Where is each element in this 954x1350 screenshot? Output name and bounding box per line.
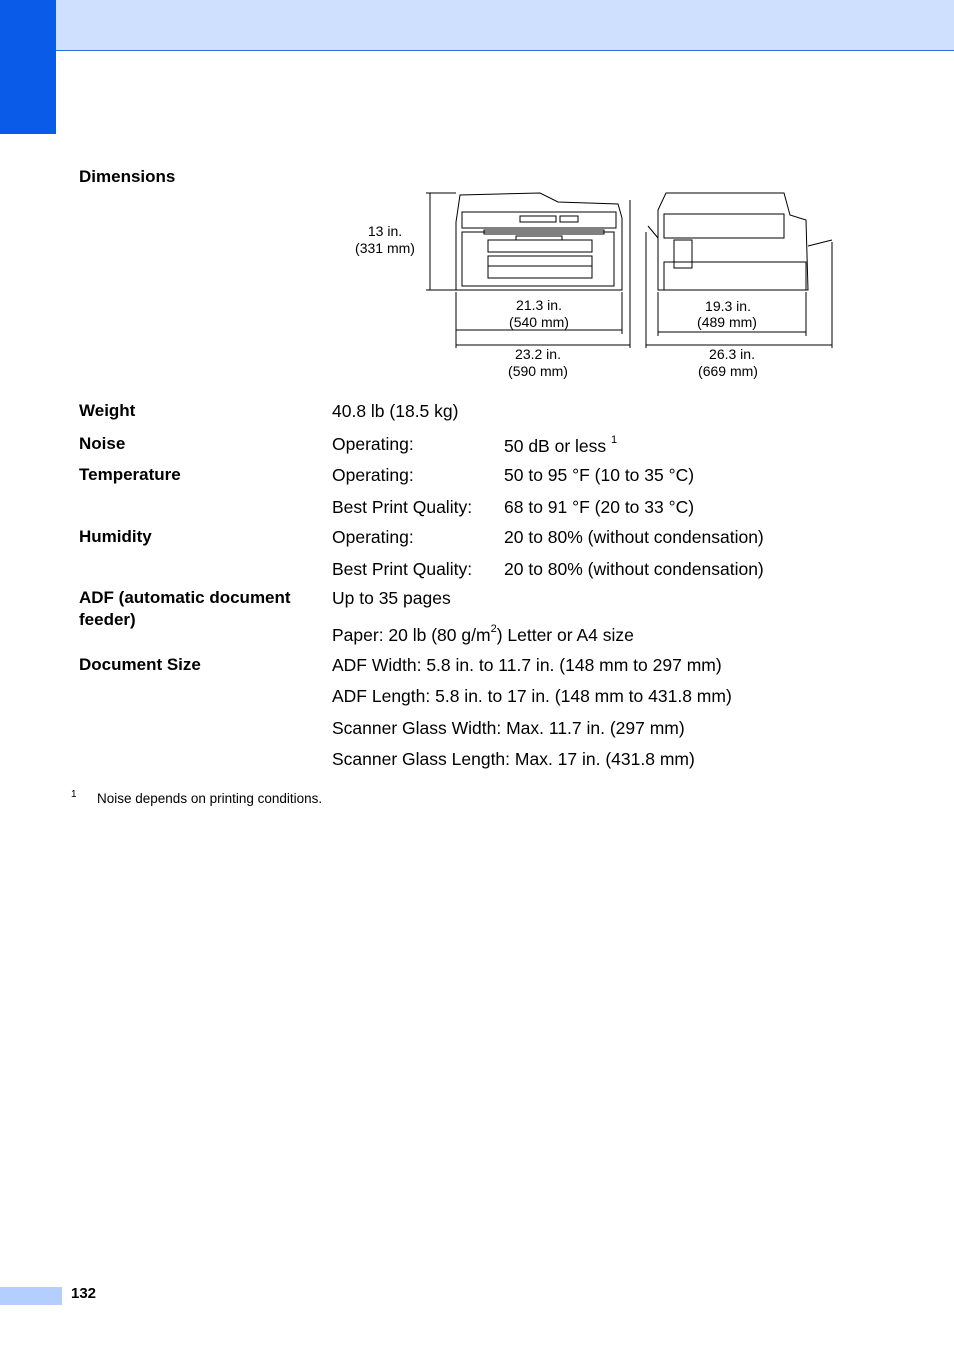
- front-width-inner-mm: (540 mm): [509, 314, 569, 330]
- adf-width: ADF Width: 5.8 in. to 11.7 in. (148 mm to 297 mm): [332, 655, 722, 675]
- scanner-glass-width: Scanner Glass Width: Max. 11.7 in. (297 mm): [332, 718, 685, 738]
- printer-dimensions-illustration: [0, 0, 954, 400]
- adf-paper-line: [332, 624, 634, 646]
- noise-value-line: [504, 435, 617, 457]
- dimensions-label: Dimensions: [79, 167, 176, 186]
- humidity-operating-condition: Operating:: [332, 527, 414, 547]
- adf-label-line2: feeder): [79, 610, 136, 629]
- front-height-in: 13 in.: [367, 223, 403, 239]
- noise-footnote-ref: 1: [611, 434, 618, 447]
- front-width-inner-in: 21.3 in.: [516, 297, 562, 313]
- adf-capacity: Up to 35 pages: [332, 588, 451, 608]
- page-number: 132: [71, 1285, 97, 1302]
- noise-value: 50 dB or less: [504, 436, 607, 456]
- weight-label: Weight: [79, 401, 136, 420]
- adf-label-line1: ADF (automatic document: [79, 588, 291, 607]
- noise-label: Noise: [79, 434, 126, 453]
- humidity-best-condition: Best Print Quality:: [332, 559, 473, 579]
- weight-value: 40.8 lb (18.5 kg): [332, 401, 459, 421]
- temperature-label: Temperature: [79, 465, 181, 484]
- front-width-outer-mm: (590 mm): [508, 363, 568, 379]
- scanner-glass-length: Scanner Glass Length: Max. 17 in. (431.8 mm): [332, 749, 695, 769]
- side-depth-inner-mm: (489 mm): [697, 314, 757, 330]
- humidity-operating-value: 20 to 80% (without condensation): [504, 527, 764, 547]
- footnote-text: Noise depends on printing conditions.: [97, 791, 323, 806]
- temperature-operating-condition: Operating:: [332, 465, 414, 485]
- adf-paper-prefix: Paper: 20 lb (80 g/m: [332, 625, 491, 645]
- page-number-tab: [0, 1287, 62, 1305]
- front-width-outer-in: 23.2 in.: [515, 346, 561, 362]
- temperature-best-value: 68 to 91 °F (20 to 33 °C): [504, 497, 695, 517]
- front-height-mm: (331 mm): [355, 240, 415, 256]
- side-depth-outer-mm: (669 mm): [698, 363, 758, 379]
- adf-length: ADF Length: 5.8 in. to 17 in. (148 mm to 431.8 mm): [332, 686, 732, 706]
- temperature-operating-value: 50 to 95 °F (10 to 35 °C): [504, 465, 695, 485]
- footnote-number: 1: [71, 789, 77, 800]
- humidity-best-value: 20 to 80% (without condensation): [504, 559, 764, 579]
- side-depth-inner-in: 19.3 in.: [705, 298, 751, 314]
- document-size-label: Document Size: [79, 655, 201, 674]
- adf-paper-suffix: ) Letter or A4 size: [496, 625, 634, 645]
- humidity-label: Humidity: [79, 527, 152, 546]
- side-depth-outer-in: 26.3 in.: [709, 346, 755, 362]
- temperature-best-condition: Best Print Quality:: [332, 497, 473, 517]
- adf-paper-sup: 2: [490, 623, 497, 636]
- noise-condition: Operating:: [332, 434, 414, 454]
